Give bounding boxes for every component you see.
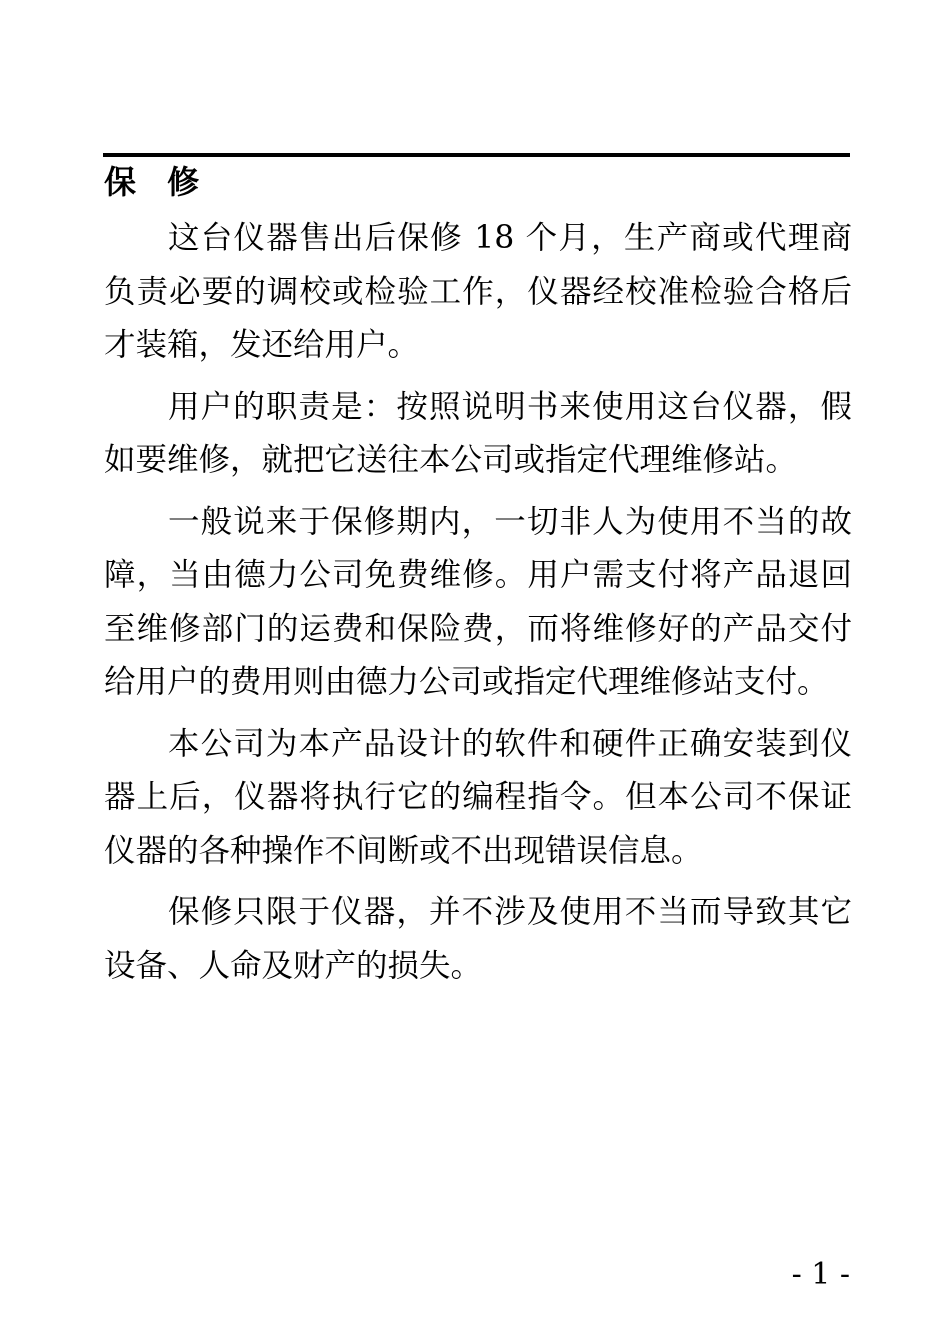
header-rule bbox=[103, 153, 850, 157]
paragraph-software-hardware: 本公司为本产品设计的软件和硬件正确安装到仪器上后，仪器将执行它的编程指令。但本公司不保证仪器的各种操作不间断或不出现错误信息。 bbox=[104, 725, 852, 869]
paragraph-repair-costs: 一般说来于保修期内，一切非人为使用不当的故障，当由德力公司免费维修。用户需支付将产品退回至维修部门的运费和保险费，而将维修好的产品交付给用户的费用则由德力公司或指定代理维修站支付。 bbox=[104, 503, 852, 700]
section-title: 保 修 bbox=[104, 163, 210, 201]
body-text bbox=[104, 212, 852, 1001]
paragraph-limitation: 保修只限于仪器，并不涉及使用不当而导致其它设备、人命及财产的损失。 bbox=[104, 894, 852, 984]
page-number: - 1 - bbox=[791, 1257, 850, 1292]
paragraph-warranty-period: 这台仪器售出后保修 18 个月，生产商或代理商负责必要的调校或检验工作，仪器经校准检验合格后才装箱，发还给用户。 bbox=[104, 220, 852, 363]
paragraph-user-duty: 用户的职责是：按照说明书来使用这台仪器，假如要维修，就把它送往本公司或指定代理维修站。 bbox=[104, 388, 852, 478]
